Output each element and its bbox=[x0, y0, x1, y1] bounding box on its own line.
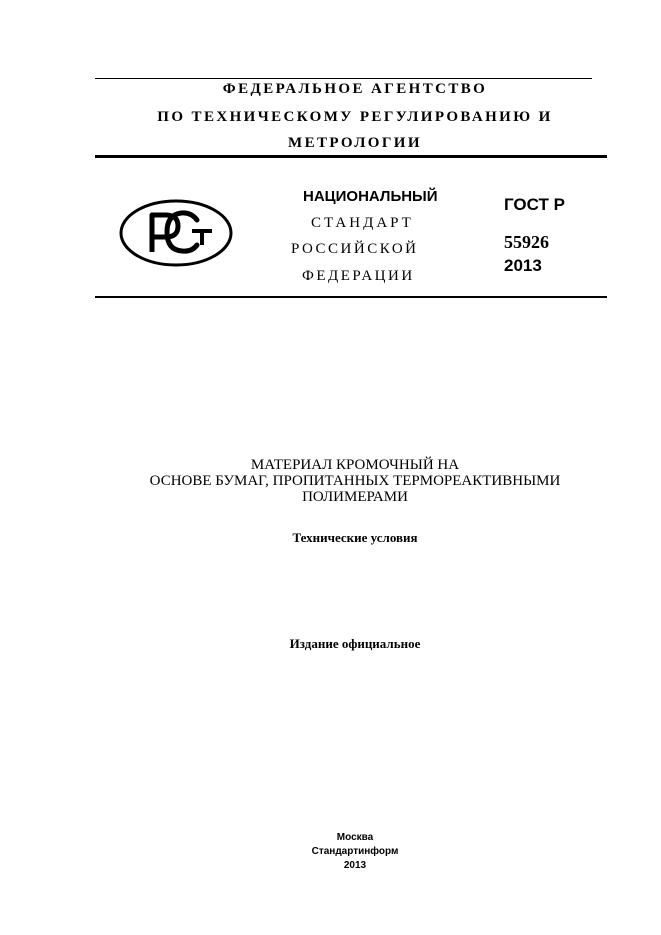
publisher-city: Москва bbox=[336, 832, 374, 843]
national-line-3: РОССИЙСКОЙ bbox=[291, 241, 419, 257]
agency-line-3: МЕТРОЛОГИИ bbox=[288, 135, 422, 151]
rst-logo-icon bbox=[118, 198, 234, 268]
edition-label: Издание официальное bbox=[289, 636, 421, 651]
gost-year: 2013 bbox=[504, 256, 542, 275]
title-line-2: ОСНОВЕ БУМАГ, ПРОПИТАННЫХ ТЕРМОРЕАКТИВНЫМИ bbox=[149, 473, 561, 489]
publisher-year: 2013 bbox=[343, 860, 367, 871]
national-line-4: ФЕДЕРАЦИИ bbox=[302, 268, 415, 284]
document-title bbox=[95, 457, 615, 505]
gost-number: 55926 bbox=[504, 232, 549, 252]
national-line-2: СТАНДАРТ bbox=[311, 215, 414, 231]
publisher-block bbox=[95, 831, 615, 873]
publisher-name: Стандартинформ bbox=[311, 846, 399, 857]
agency-line-2: ПО ТЕХНИЧЕСКОМУ РЕГУЛИРОВАНИЮ И bbox=[157, 109, 553, 125]
header-bottom-rule bbox=[95, 155, 607, 158]
title-line-3: ПОЛИМЕРАМИ bbox=[302, 489, 408, 505]
document-subtitle: Технические условия bbox=[292, 530, 418, 545]
agency-line-1: ФЕДЕРАЛЬНОЕ АГЕНТСТВО bbox=[222, 81, 488, 97]
national-line-1: НАЦИОНАЛЬНЫЙ bbox=[303, 188, 438, 205]
gost-label: ГОСТ Р bbox=[504, 195, 565, 214]
standard-block-bottom-rule bbox=[95, 296, 607, 298]
header-top-rule bbox=[95, 78, 592, 79]
title-line-1: МАТЕРИАЛ КРОМОЧНЫЙ НА bbox=[250, 457, 460, 473]
